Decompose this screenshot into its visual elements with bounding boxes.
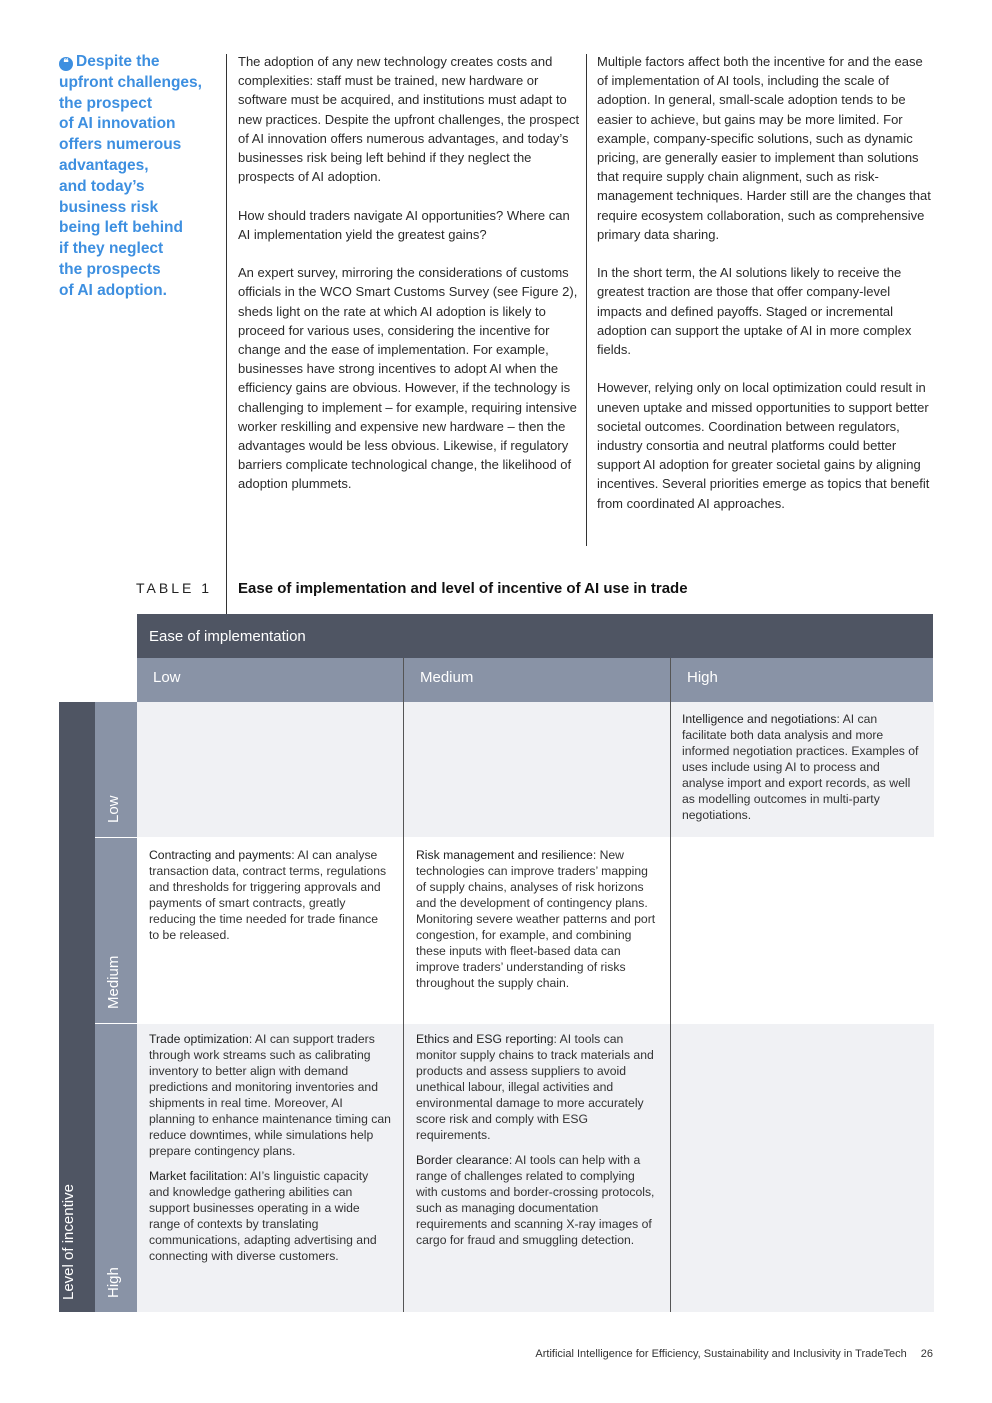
cell-key: Market facilitation [149, 1169, 244, 1183]
paragraph: An expert survey, mirroring the considerations of customs officials in the WCO Smart Customs Survey (see Figure 2), sheds light on the rate at which AI adoption is likely to proceed for various uses, considering the incentive for change and the ease of implementation. For example, businesses have strong incentives to adopt AI when the efficiency gains are obvious. However, if the technology is challenging to implement – for example, requiring intensive worker reskilling and expensive new hardware – then the advantages would be less obvious. Likewise, if regulatory barriers complicate technological change, the likelihood of adoption plummets. [238, 265, 578, 492]
pull-quote-text: Despite the upfront challenges, the prospect of AI innovation offers numerous advantages, and today’s business risk being left behind if they neglect the prospects of AI adoption. [59, 53, 202, 299]
row-header-label: Level of incentive [60, 1184, 77, 1300]
cell-key: Contracting and payments [149, 848, 292, 862]
table-label: TABLE 1 [136, 580, 212, 596]
table-row-high [95, 1024, 137, 1312]
paragraph: However, relying only on local optimization could result in uneven uptake and missed opportunities to support better societal outcomes. Coordination between regulators, industry consortia and neutral platforms could better support AI adoption for greater societal gains by aligning incentives. Several priorities emerge as topics that benefit from coordinated AI approaches. [597, 380, 930, 511]
row-label: Medium [105, 955, 122, 1009]
row-label: Low [105, 795, 122, 823]
page-footer [535, 1348, 933, 1360]
paragraph: In the short term, the AI solutions likely to receive the greatest traction are those that offer company-level impacts and defined payoffs. Staged or incremental adoption can support the uptake of AI in more complex fields. [597, 265, 912, 358]
cell-text: : AI tools can help with a range of challenges related to complying with customs and border-crossing protocols, such as managing documentation requirements and scanning X-ray images of cargo for fraud and smuggling detection. [416, 1153, 655, 1247]
row-label: High [105, 1267, 122, 1298]
cell-medium-incentive-medium-ease [404, 838, 670, 1009]
cell-text: : AI can support traders through work streams such as calibrating inventory to better align with demand predictions and monitoring inventories and shipments in real time. Moreover, AI planning to enhance maintenance timing can reduce downtimes, while simulations help prepare contingency plans. [149, 1032, 391, 1158]
cell-key: Risk management and resilience [416, 848, 593, 862]
body-column-2 [597, 52, 937, 532]
cell-text: : AI can analyse transaction data, contract terms, regulations and thresholds for triggering approvals and payments of smart contracts, greatly reducing the time needed for trade finance to be released. [149, 848, 387, 942]
cell-key: Trade optimization [149, 1032, 249, 1046]
cell-medium-incentive-low-ease [137, 838, 403, 961]
footer-title: Artificial Intelligence for Efficiency, Sustainability and Inclusivity in TradeTech [535, 1348, 907, 1360]
column-divider-left [226, 54, 227, 614]
body-column-1 [238, 52, 580, 513]
cell-text: : AI tools can monitor supply chains to track materials and products and assess suppliers to avoid unethical labour, illegal activities and environmental damage to more accurately score risk and comply with ESG requirements. [416, 1032, 654, 1142]
cell-text: : AI can facilitate both data analysis and more informed negotiation practices. Examples of uses include using AI to process and analyse import and export records, as well as modelling outcomes in multi-party negotiations. [682, 712, 919, 822]
table-row-medium [95, 838, 137, 1023]
page-number: 26 [920, 1348, 933, 1360]
column-divider-middle [586, 54, 587, 546]
table-col-medium: Medium [404, 658, 670, 702]
cell-key: Intelligence and negotiations [682, 712, 837, 726]
table-row-header [59, 702, 95, 1312]
pull-quote [59, 52, 219, 302]
cell-key: Border clearance [416, 1153, 509, 1167]
cell-high-incentive-medium-ease [404, 1022, 670, 1266]
cell-high-incentive-low-ease [137, 1022, 403, 1282]
table-col-high: High [671, 658, 933, 702]
cell-text: : New technologies can improve traders’ mapping of supply chains, analyses of risk horizons and the development of contingency plans. Monitoring severe weather patterns and port congestion, for example, and combining these inputs with fleet-based data can improve traders’ understanding of risks throughout the supply chain. [416, 848, 656, 990]
quote-icon: ❝ [59, 57, 73, 71]
paragraph: The adoption of any new technology creates costs and complexities: staff must be trained, new hardware or software must be acquired, and institutions must adapt to new practices. Despite the upfront challenges, the prospect of AI innovation offers numerous advantages, and today’s businesses risk being left behind if they neglect the prospects of AI adoption. [238, 54, 580, 185]
table-row-low [95, 702, 137, 837]
table-title: Ease of implementation and level of incentive of AI use in trade [238, 580, 688, 597]
cell-low-incentive-high-ease [670, 702, 934, 841]
paragraph: How should traders navigate AI opportunities? Where can AI implementation yield the greatest gains? [238, 207, 570, 242]
cell-text: : AI’s linguistic capacity and knowledge gathering abilities can support businesses operating in a wide range of contexts by translating communications, adapting advertising and connecting with diverse customers. [149, 1169, 377, 1263]
paragraph: Multiple factors affect both the incentive for and the ease of implementation of AI tools, including the scale of adoption. In general, small-scale adoption tends to be easier to achieve, but gains may be more limited. For example, company-specific solutions, such as dynamic pricing, are generally easier to implement than solutions that require supply chain alignment, such as risk-management techniques. Harder still are the changes that require ecosystem collaboration, such as comprehensive primary data sharing. [597, 54, 931, 242]
cell-key: Ethics and ESG reporting [416, 1032, 554, 1046]
table-col-low: Low [137, 658, 403, 702]
table-column-header: Ease of implementation [137, 614, 933, 658]
